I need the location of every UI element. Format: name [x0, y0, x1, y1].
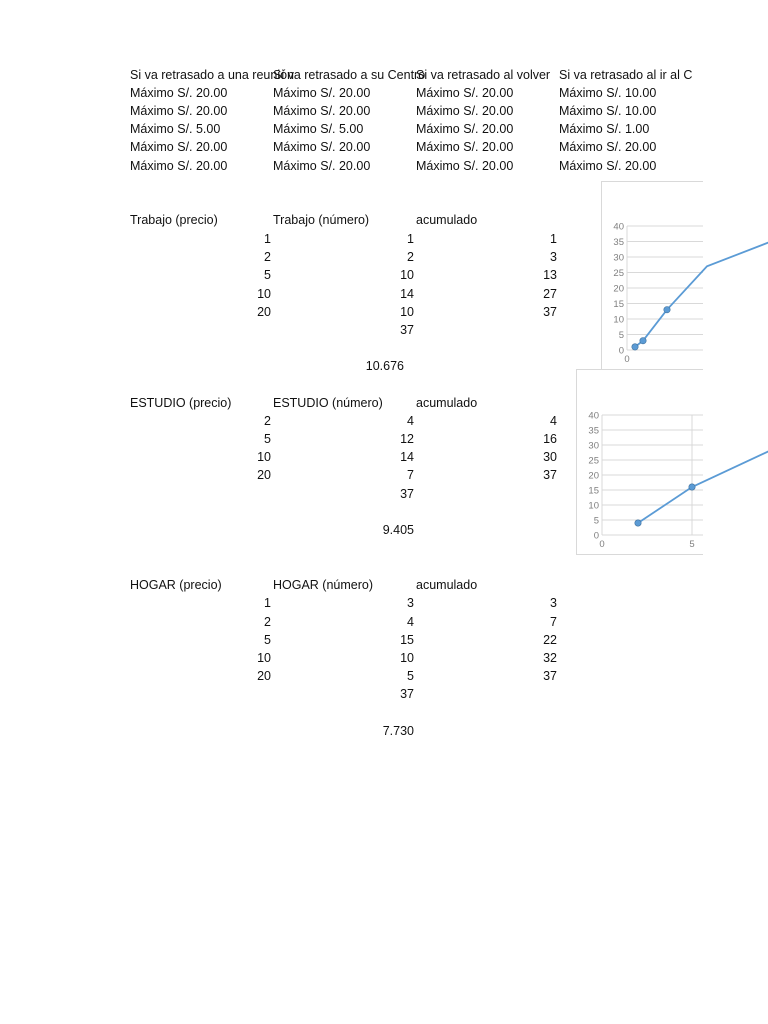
- series-line: [635, 235, 768, 347]
- data-point: [664, 307, 670, 313]
- max-cell: Máximo S/. 10.00: [559, 86, 657, 100]
- max-cell: Máximo S/. 20.00: [130, 140, 228, 154]
- table-cell: 10: [400, 268, 414, 282]
- y-tick-label: 15: [613, 299, 624, 310]
- table-cell: 4: [407, 615, 414, 629]
- y-tick-label: 5: [618, 330, 624, 341]
- table-cell: 2: [264, 250, 271, 264]
- column-header: ESTUDIO (precio): [130, 396, 232, 410]
- table-cell: 5: [407, 669, 414, 683]
- series-line: [638, 424, 768, 523]
- table-cell: 4: [407, 414, 414, 428]
- y-tick-label: 25: [613, 268, 624, 279]
- max-cell: Máximo S/. 20.00: [273, 86, 371, 100]
- table-cell: 7: [550, 615, 557, 629]
- column-header: acumulado: [416, 578, 478, 592]
- table-cell: 15: [400, 633, 414, 647]
- y-tick-label: 0: [593, 530, 599, 542]
- table-cell: 2: [407, 250, 414, 264]
- column-header: HOGAR (número): [273, 578, 374, 592]
- y-tick-label: 25: [588, 455, 599, 467]
- table-cell: 10: [257, 287, 271, 301]
- header-col2: Si va retrasado a su Centro: [273, 68, 426, 82]
- table-cell: 27: [543, 287, 557, 301]
- data-point: [689, 484, 695, 490]
- table-cell: 1: [550, 232, 557, 246]
- table-cell: 20: [257, 468, 271, 482]
- table-cell: 20: [257, 305, 271, 319]
- table-cell: 16: [543, 432, 557, 446]
- column-header: HOGAR (precio): [130, 578, 222, 592]
- column-header: ESTUDIO (número): [273, 396, 383, 410]
- x-tick-label: 0: [624, 354, 630, 365]
- table-cell: 1: [264, 596, 271, 610]
- y-tick-label: 20: [588, 470, 599, 482]
- header-col4: Si va retrasado al ir al C: [559, 68, 693, 82]
- y-tick-label: 15: [588, 485, 599, 497]
- column-header: acumulado: [416, 213, 478, 227]
- total-cell: 37: [400, 323, 414, 337]
- max-cell: Máximo S/. 20.00: [273, 140, 371, 154]
- result-value: 9.405: [382, 523, 414, 537]
- estudio-chart[interactable]: [576, 369, 703, 555]
- max-cell: Máximo S/. 20.00: [130, 104, 228, 118]
- y-tick-label: 40: [613, 221, 624, 233]
- table-cell: 5: [264, 268, 271, 282]
- table-cell: 1: [407, 232, 414, 246]
- x-tick-label: 5: [689, 539, 695, 550]
- max-cell: Máximo S/. 5.00: [273, 122, 364, 136]
- data-point: [635, 520, 641, 526]
- max-cell: Máximo S/. 20.00: [559, 159, 657, 173]
- estudio-chart-svg: [577, 370, 703, 554]
- table-cell: 13: [543, 268, 557, 282]
- total-cell: 37: [400, 687, 414, 701]
- y-tick-label: 35: [588, 425, 599, 437]
- trabajo-chart-svg: [602, 182, 703, 370]
- max-cell: Máximo S/. 20.00: [130, 86, 228, 100]
- y-tick-label: 20: [613, 283, 624, 295]
- y-tick-label: 10: [613, 314, 624, 326]
- column-header: acumulado: [416, 396, 478, 410]
- y-tick-label: 30: [588, 440, 599, 452]
- table-cell: 10: [400, 651, 414, 665]
- data-point: [632, 344, 638, 350]
- data-point: [640, 338, 646, 344]
- table-cell: 37: [543, 305, 557, 319]
- table-cell: 2: [264, 615, 271, 629]
- header-col1: Si va retrasado a una reunión: [130, 68, 294, 82]
- y-tick-label: 35: [613, 237, 624, 248]
- result-value: 10.676: [365, 359, 404, 373]
- table-cell: 5: [264, 633, 271, 647]
- table-cell: 1: [264, 232, 271, 246]
- table-cell: 3: [407, 596, 414, 610]
- column-header: Trabajo (precio): [130, 213, 218, 227]
- max-cell: Máximo S/. 20.00: [416, 140, 514, 154]
- total-cell: 37: [400, 487, 414, 501]
- table-cell: 32: [543, 651, 557, 665]
- max-cell: Máximo S/. 10.00: [559, 104, 657, 118]
- column-header: Trabajo (número): [273, 213, 370, 227]
- y-tick-label: 5: [593, 515, 599, 527]
- y-tick-label: 10: [588, 500, 599, 512]
- max-cell: Máximo S/. 20.00: [416, 159, 514, 173]
- table-cell: 10: [257, 450, 271, 464]
- table-cell: 12: [400, 432, 414, 446]
- table-cell: 22: [543, 633, 557, 647]
- max-cell: Máximo S/. 20.00: [273, 104, 371, 118]
- max-cell: Máximo S/. 5.00: [130, 122, 221, 136]
- max-cell: Máximo S/. 20.00: [130, 159, 228, 173]
- table-cell: 30: [543, 450, 557, 464]
- table-cell: 20: [257, 669, 271, 683]
- table-cell: 37: [543, 468, 557, 482]
- table-cell: 3: [550, 596, 557, 610]
- trabajo-chart[interactable]: [601, 181, 703, 371]
- y-tick-label: 0: [618, 345, 624, 357]
- table-cell: 14: [400, 287, 414, 301]
- max-cell: Máximo S/. 20.00: [273, 159, 371, 173]
- max-cell: Máximo S/. 1.00: [559, 122, 650, 136]
- max-cell: Máximo S/. 20.00: [416, 122, 514, 136]
- table-cell: 10: [400, 305, 414, 319]
- result-value: 7.730: [382, 724, 414, 738]
- max-cell: Máximo S/. 20.00: [416, 86, 514, 100]
- table-cell: 7: [407, 468, 414, 482]
- table-cell: 10: [257, 651, 271, 665]
- table-cell: 4: [550, 414, 557, 428]
- x-tick-label: 0: [599, 539, 605, 550]
- table-cell: 37: [543, 669, 557, 683]
- table-cell: 3: [550, 250, 557, 264]
- table-cell: 5: [264, 432, 271, 446]
- y-tick-label: 30: [613, 252, 624, 264]
- table-cell: 14: [400, 450, 414, 464]
- max-cell: Máximo S/. 20.00: [559, 140, 657, 154]
- header-col3: Si va retrasado al volver: [416, 68, 551, 82]
- max-cell: Máximo S/. 20.00: [416, 104, 514, 118]
- table-cell: 2: [264, 414, 271, 428]
- y-tick-label: 40: [588, 410, 599, 422]
